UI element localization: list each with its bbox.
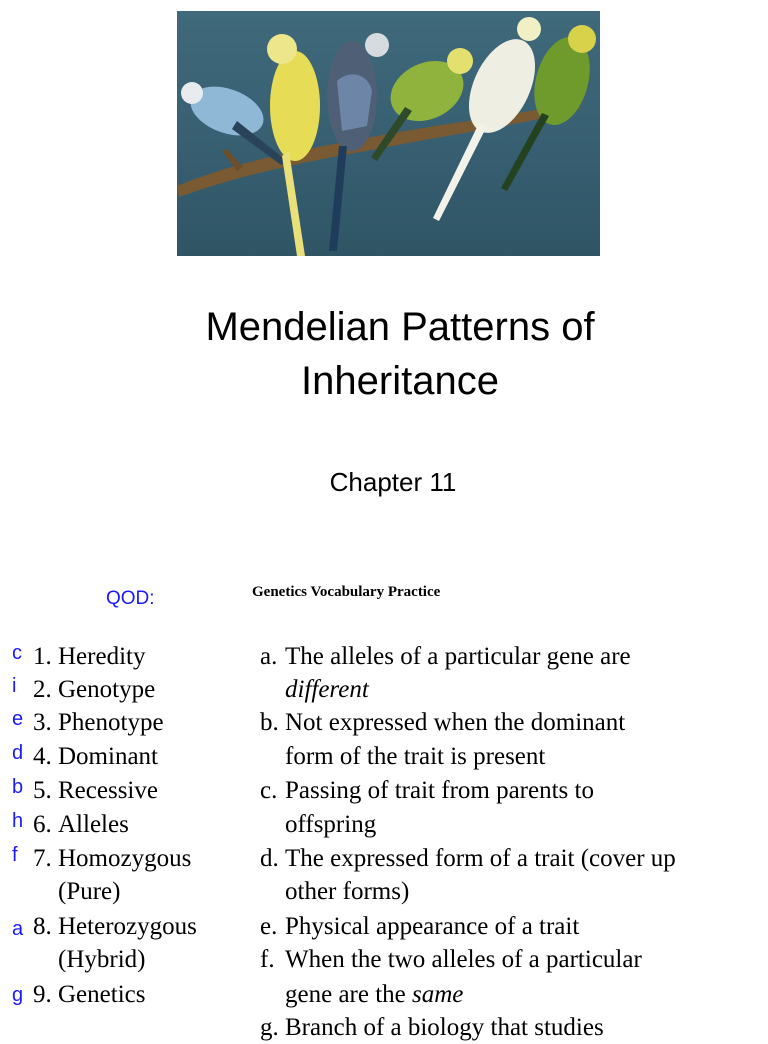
term-word: Phenotype — [58, 709, 164, 736]
definition-text: Not expressed when the dominant — [285, 709, 626, 736]
answer-letter: a — [12, 918, 24, 940]
answer-letter: f — [12, 844, 18, 866]
definition-text-line2 — [285, 978, 463, 1011]
budgies-photo — [177, 11, 600, 256]
term-number: 4. — [33, 743, 52, 770]
term-word: Recessive — [58, 777, 158, 804]
definition-text-line2: offspring — [285, 811, 377, 838]
qod-label: QOD: — [106, 588, 155, 609]
definition-text-line2 — [285, 673, 369, 706]
slide-title-line2: Inheritance — [301, 359, 499, 403]
term-number: 8. — [33, 913, 52, 940]
answer-letter: b — [12, 776, 24, 798]
definition-text: Physical appearance of a trait — [285, 913, 580, 940]
slide-title-line1: Mendelian Patterns of — [205, 305, 595, 349]
term-word: Dominant — [58, 743, 158, 770]
term-word: Alleles — [58, 811, 129, 838]
definition-text-line2: form of the trait is present — [285, 743, 546, 770]
answer-letter: g — [12, 984, 24, 1006]
term-number: 2. — [33, 676, 52, 703]
vocab-title: Genetics Vocabulary Practice — [252, 584, 441, 600]
answer-letter: i — [12, 675, 17, 697]
term-number: 1. — [33, 643, 52, 670]
definition-letter: a. — [260, 643, 278, 670]
definition-text: Passing of trait from parents to — [285, 777, 594, 804]
definition-text: The alleles of a particular gene are — [285, 643, 631, 670]
term-number: 6. — [33, 811, 52, 838]
definition-letter: c. — [260, 777, 278, 804]
answer-letter: d — [12, 742, 24, 764]
answer-letter: h — [12, 810, 24, 832]
definition-emphasis: same — [412, 981, 464, 1008]
answer-letter: e — [12, 708, 24, 730]
term-word: Homozygous — [58, 845, 192, 872]
definition-letter: b. — [260, 709, 279, 736]
budgies-illustration — [177, 11, 600, 256]
term-word-line2: (Hybrid) — [58, 946, 146, 973]
term-number: 5. — [33, 777, 52, 804]
term-word: Heredity — [58, 643, 146, 670]
definition-text: Branch of a biology that studies — [285, 1014, 604, 1041]
term-word: Genotype — [58, 676, 156, 703]
term-word: Genetics — [58, 981, 146, 1008]
term-word-line2: (Pure) — [58, 878, 121, 905]
definition-text-plain: gene are the — [285, 981, 413, 1008]
term-number: 9. — [33, 981, 52, 1008]
definition-text: When the two alleles of a particular — [285, 946, 642, 973]
chapter-label: Chapter 11 — [329, 467, 457, 497]
term-word: Heterozygous — [58, 913, 197, 940]
definition-text: The expressed form of a trait (cover up — [285, 845, 676, 872]
term-number: 7. — [33, 845, 52, 872]
term-number: 3. — [33, 709, 52, 736]
slide-title — [0, 300, 768, 408]
definition-emphasis: different — [285, 676, 369, 703]
definition-letter: d. — [260, 845, 279, 872]
definition-letter: e. — [260, 913, 278, 940]
definition-letter: f. — [260, 946, 275, 973]
definition-letter: g. — [260, 1014, 279, 1041]
answer-letter: c — [12, 642, 22, 664]
definition-text-line2: other forms) — [285, 878, 410, 905]
